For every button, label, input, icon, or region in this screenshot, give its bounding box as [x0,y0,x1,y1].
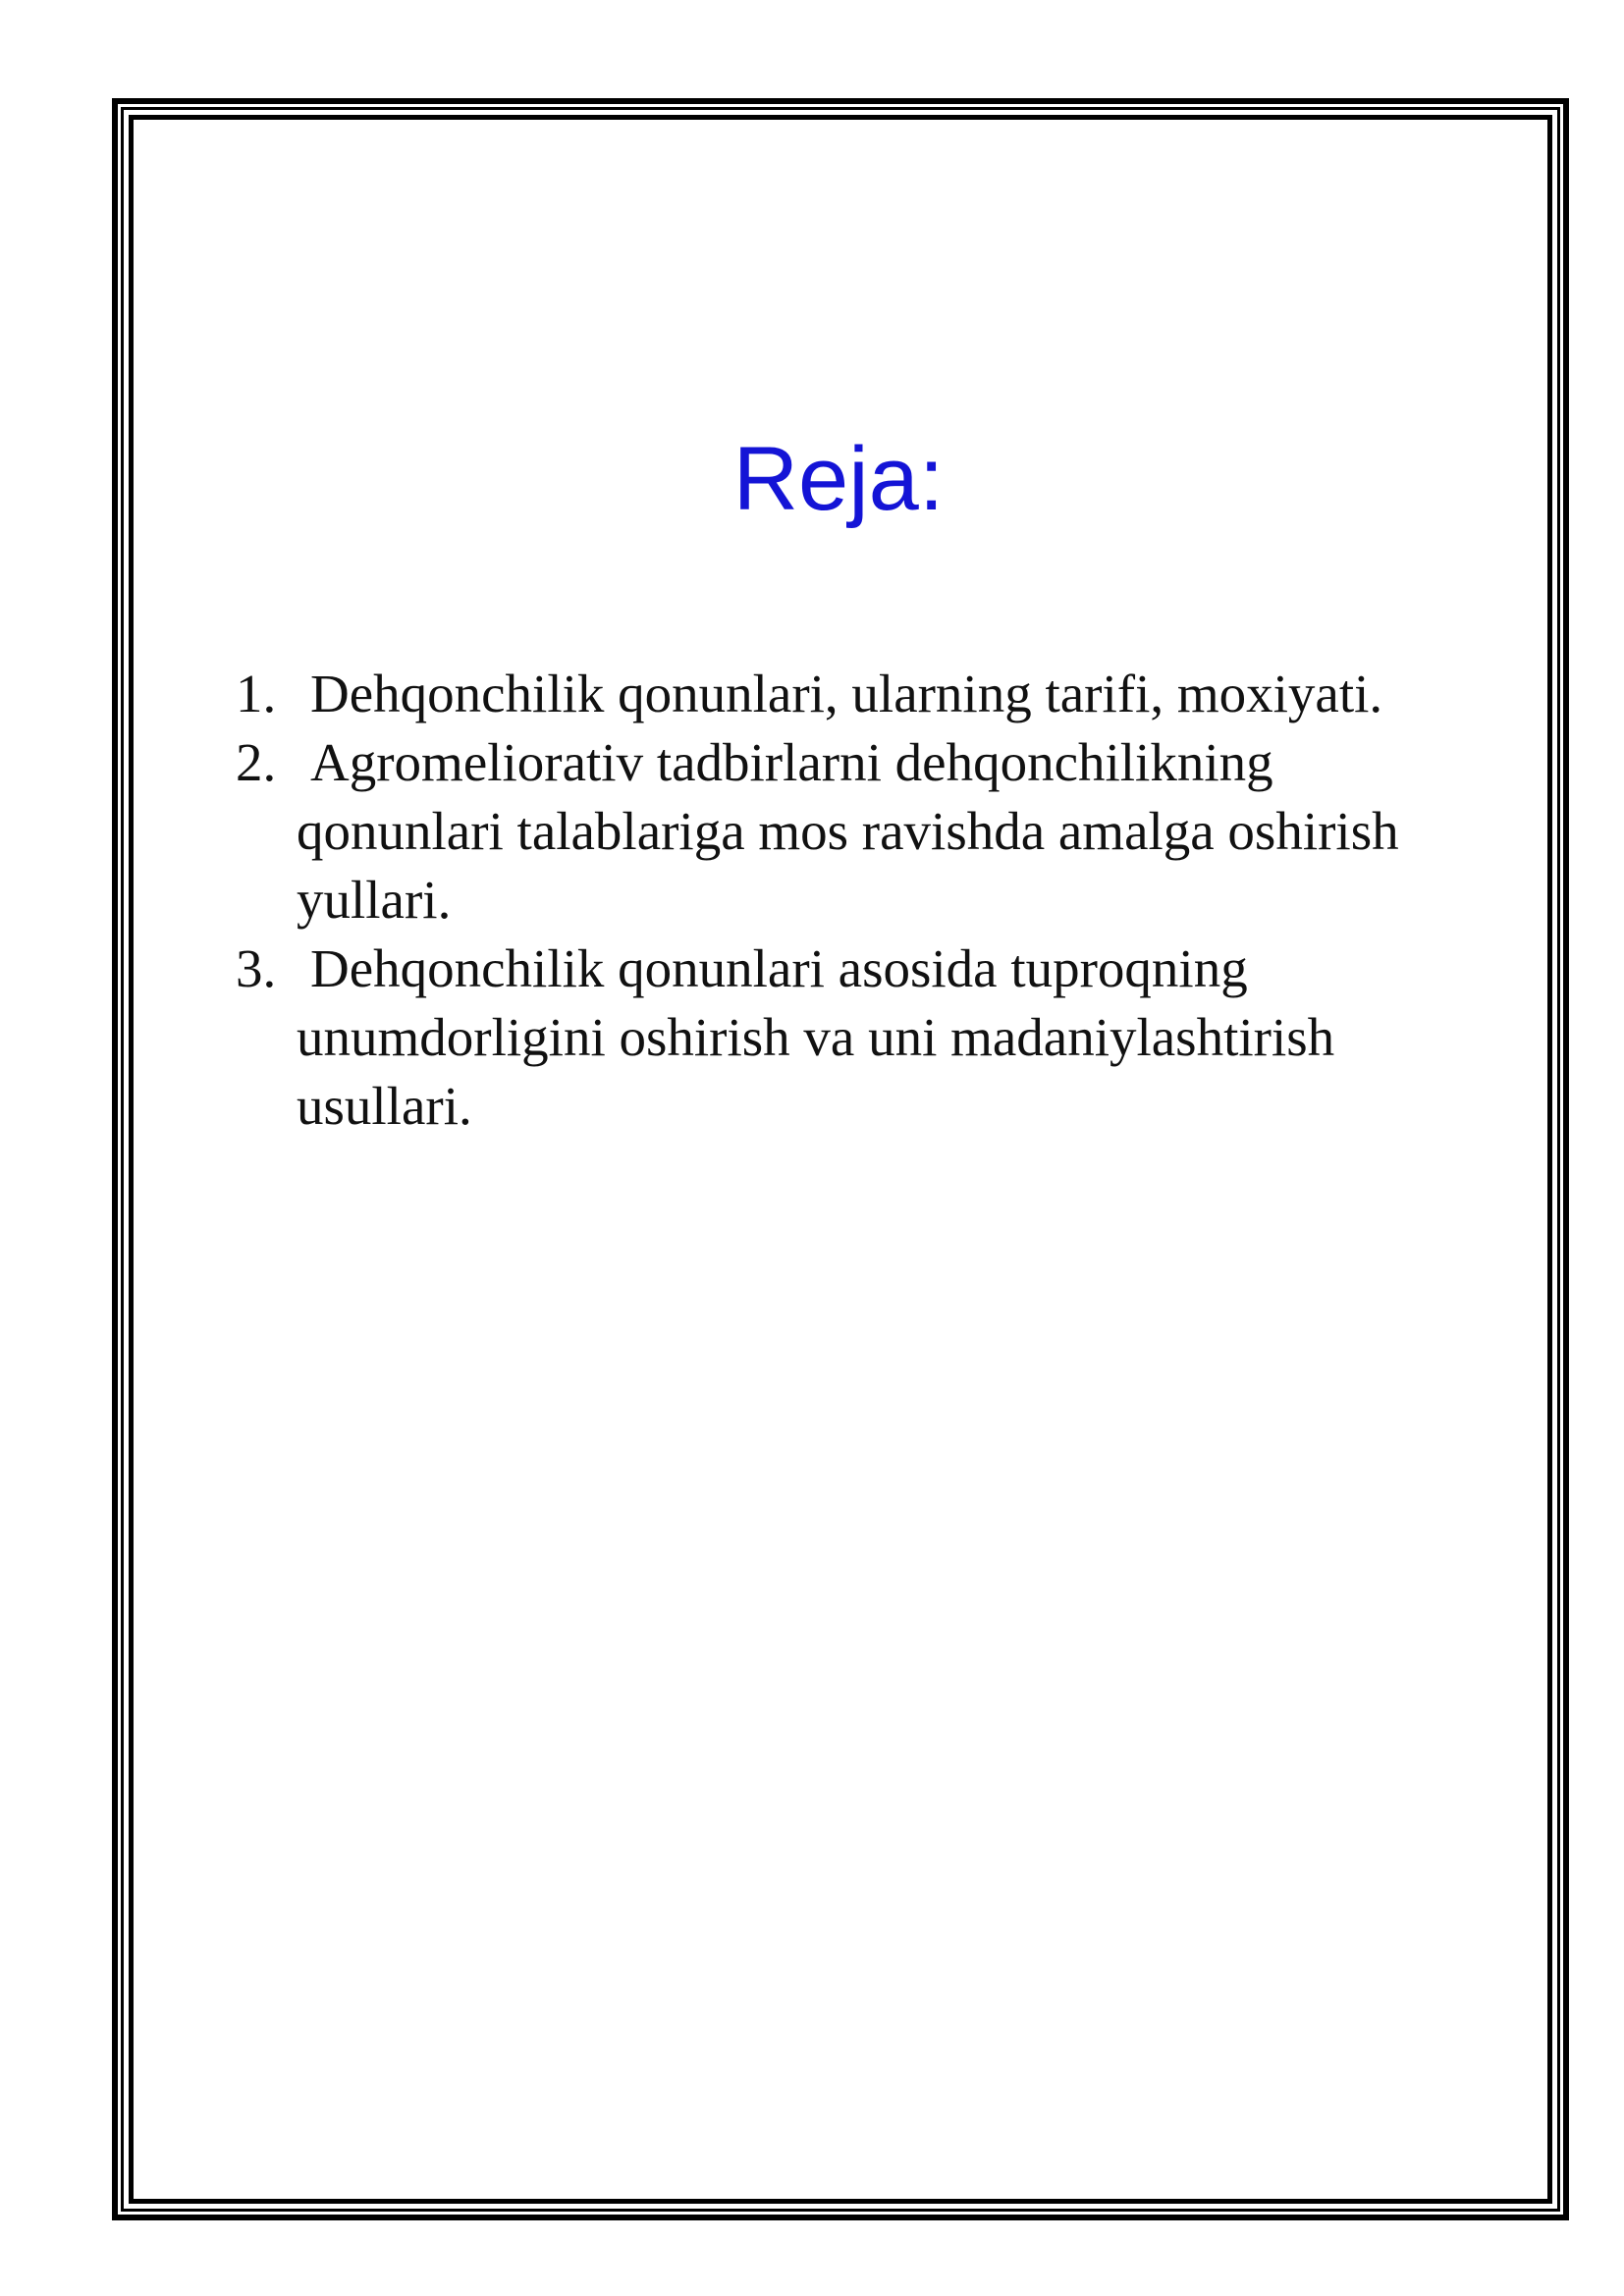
list-item-text: Agromeliorativ tadbirlarni dehqonchilikning [310,732,1273,792]
list-item-number: 3. [236,938,277,998]
list-item-text-continued: unumdorligini oshirish va uni madaniylashtirish [297,1007,1335,1067]
list-item [236,728,1542,934]
list-item-number: 2. [236,732,277,792]
list-item-text: Dehqonchilik qonunlari, ularning tarifi, moxiyati. [310,664,1383,723]
list-item-text-continued: qonunlari talablariga mos ravishda amalga oshirish [297,801,1399,861]
page-title: Reja: [732,429,945,529]
list-item [236,934,1542,1141]
list-item-text: Dehqonchilik qonunlari asosida tuproqning [310,938,1248,998]
list-item-number: 1. [236,664,277,723]
list-item-text-continued: yullari. [297,870,452,930]
list-item [236,660,1542,728]
list-item-text-continued: usullari. [297,1076,472,1136]
plan-list [236,660,1542,1141]
